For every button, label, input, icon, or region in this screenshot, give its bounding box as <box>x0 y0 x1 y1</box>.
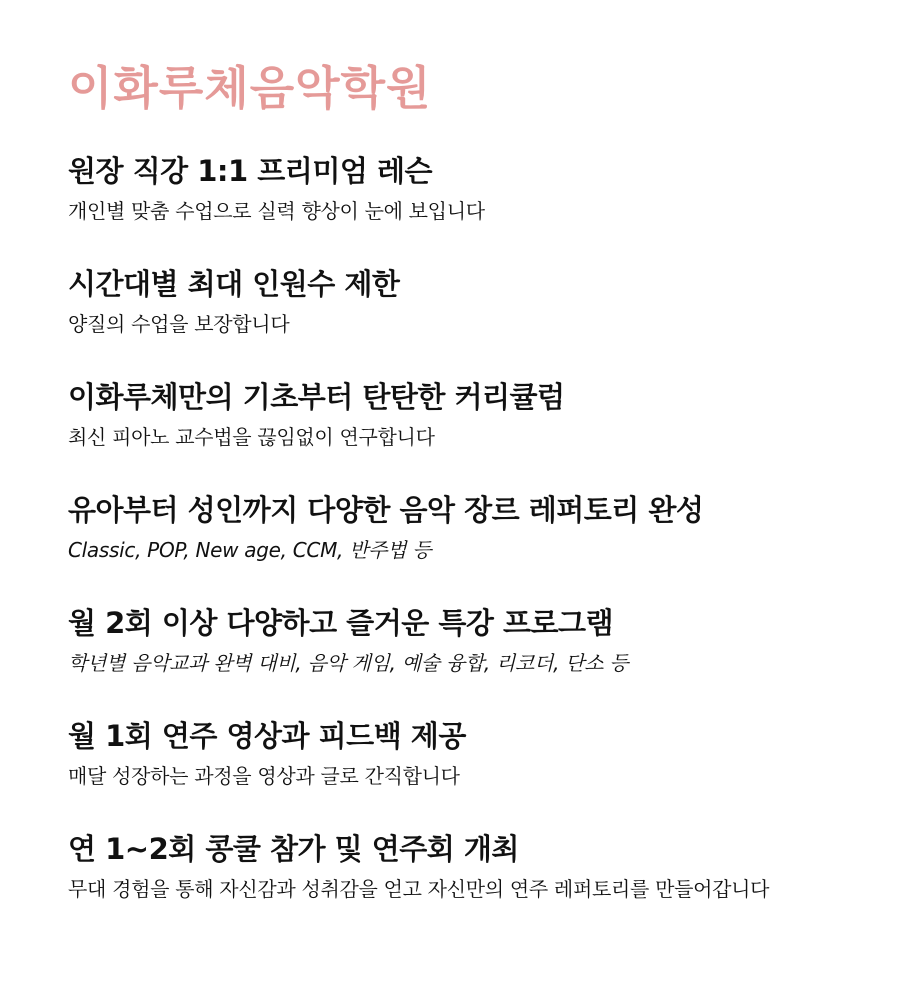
feature-description: Classic, POP, New age, CCM, 반주법 등 <box>68 538 432 562</box>
feature-heading: 이화루체만의 기초부터 탄탄한 커리큘럼 <box>68 380 565 414</box>
page-title: 이화루체음악학원 <box>68 61 432 115</box>
feature-item <box>68 378 904 491</box>
feature-description: 무대 경험을 통해 자신감과 성취감을 얻고 자신만의 연주 레퍼토리를 만들어갑니다 <box>68 877 770 901</box>
feature-item <box>68 717 904 830</box>
feature-description: 최신 피아노 교수법을 끊임없이 연구합니다 <box>68 425 435 449</box>
feature-heading: 유아부터 성인까지 다양한 음악 장르 레퍼토리 완성 <box>68 493 704 527</box>
feature-heading: 시간대별 최대 인원수 제한 <box>68 267 400 301</box>
feature-item <box>68 152 904 265</box>
feature-item <box>68 830 904 943</box>
feature-item <box>68 491 904 604</box>
feature-description: 학년별 음악교과 완벽 대비, 음악 게임, 예술 융합, 리코더, 단소 등 <box>68 651 629 675</box>
feature-heading: 월 1회 연주 영상과 피드백 제공 <box>68 719 466 753</box>
feature-description: 개인별 맞춤 수업으로 실력 향상이 눈에 보입니다 <box>68 199 485 223</box>
feature-heading: 월 2회 이상 다양하고 즐거운 특강 프로그램 <box>68 606 613 640</box>
feature-item <box>68 265 904 378</box>
feature-heading: 원장 직강 1:1 프리미엄 레슨 <box>68 154 432 188</box>
feature-description: 매달 성장하는 과정을 영상과 글로 간직합니다 <box>68 764 460 788</box>
feature-description: 양질의 수업을 보장합니다 <box>68 312 290 336</box>
feature-heading: 연 1~2회 콩쿨 참가 및 연주회 개최 <box>68 832 519 866</box>
feature-item <box>68 604 904 717</box>
